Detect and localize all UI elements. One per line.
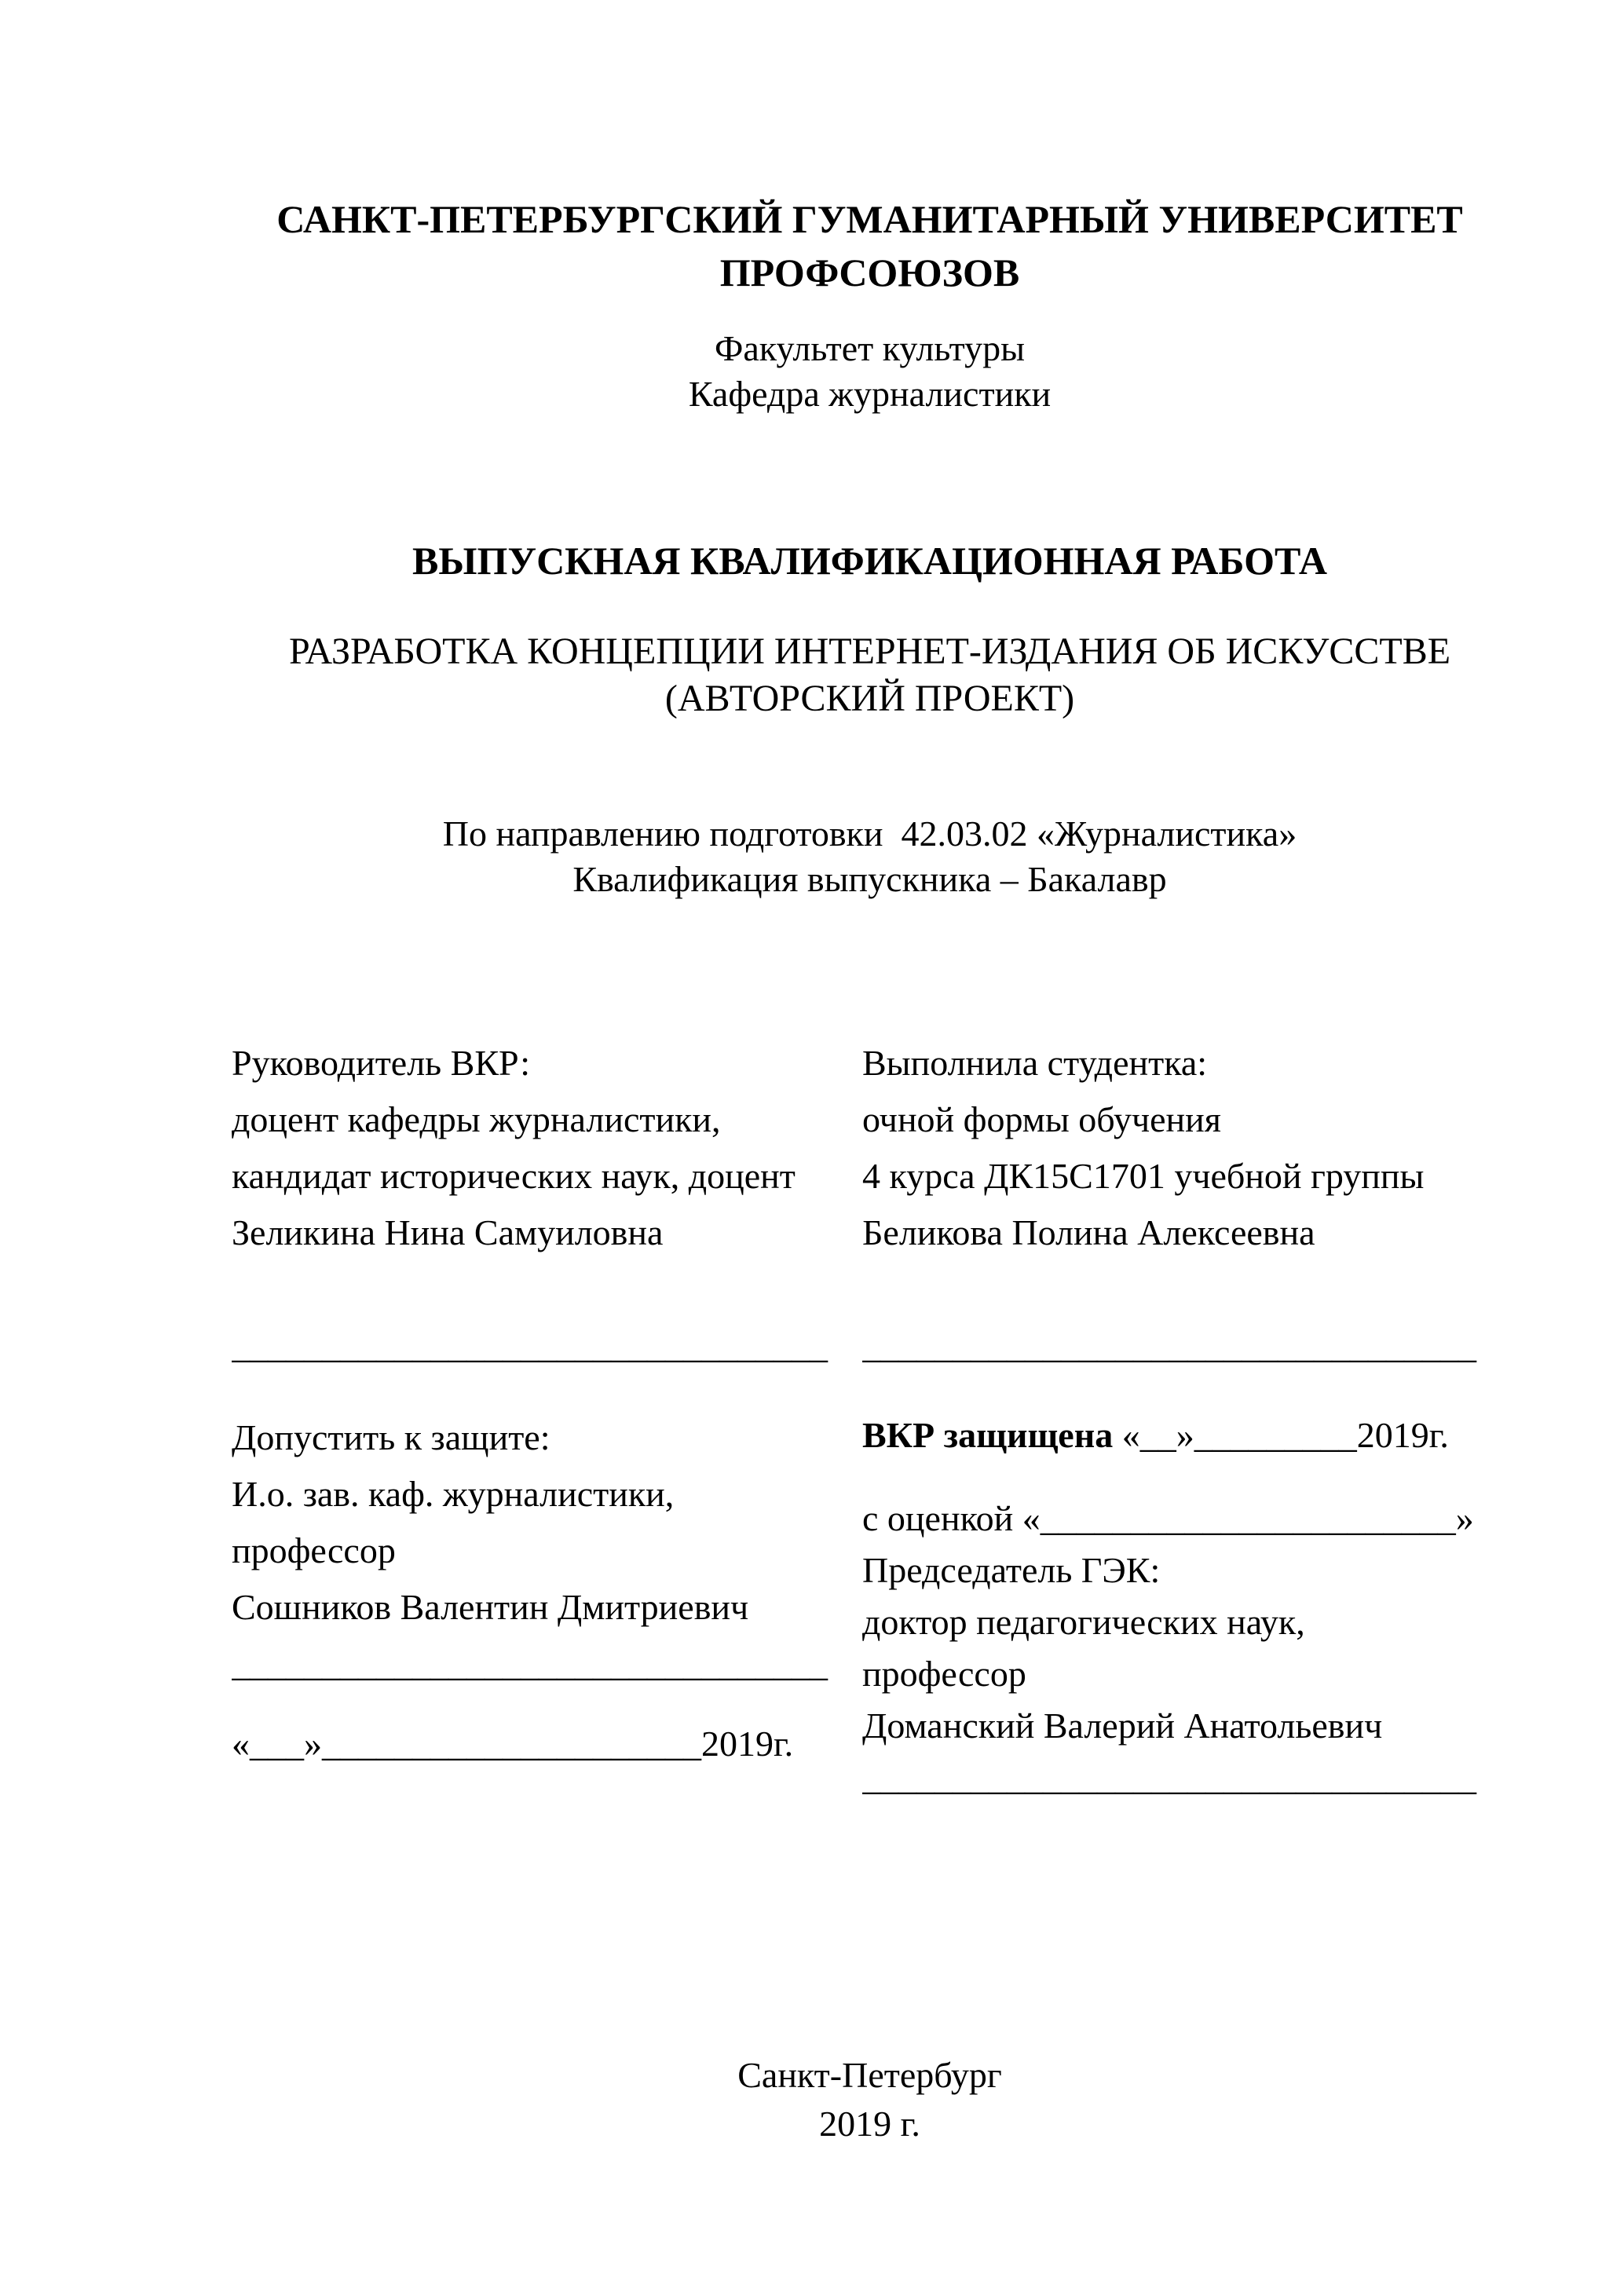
defense-grade-line: с оценкой «_______________________» [862,1498,1474,1538]
chair-signature-line: __________________________________ [862,1757,1476,1797]
blank-gap [232,1692,843,1716]
department-name: Кафедра журналистики [688,374,1052,414]
university-name-line1: САНКТ-ПЕТЕРБУРГСКИЙ ГУМАНИТАРНЫЙ УНИВЕРСИТЕТ [276,197,1463,241]
defense-date-rest: «__»_________2019г. [1113,1415,1449,1455]
student-label: Выполнила студентка: [862,1043,1208,1083]
blank-line [862,1261,1508,1318]
signature-columns [232,1035,1508,1804]
student-group: 4 курса ДК15С1701 учебной группы [862,1156,1425,1196]
right-column [862,1035,1508,1804]
work-type-text: ВЫПУСКНАЯ КВАЛИФИКАЦИОННАЯ РАБОТА [412,539,1327,583]
defense-date-label: ВКР защищена [862,1415,1114,1455]
blank-gap [862,1374,1508,1409]
chair-label: Председатель ГЭК: [862,1550,1161,1590]
advisor-label: Руководитель ВКР: [232,1043,531,1083]
admission-position-line2: профессор [232,1530,396,1570]
admission-position-line1: И.о. зав. каф. журналистики, [232,1474,675,1514]
advisor-position-line1: доцент кафедры журналистики, [232,1099,721,1139]
admission-signature-line: _________________________________ [232,1643,828,1684]
faculty-name: Факультет культуры [715,328,1025,368]
student-signature-line: __________________________________ [862,1325,1476,1366]
advisor-name: Зеликина Нина Самуиловна [232,1212,664,1252]
blank-line [232,1261,843,1318]
defense-date-line [862,1409,1508,1461]
student-study-form: очной формы обучения [862,1099,1221,1139]
program-direction: По направлению подготовки 42.03.02 «Журналистика» [442,813,1297,854]
student-name: Беликова Полина Алексеевна [862,1212,1315,1252]
admission-name: Сошников Валентин Дмитриевич [232,1587,749,1627]
university-name [232,192,1508,299]
chair-title: профессор [862,1654,1026,1694]
program-info [232,811,1508,902]
university-name-line2: ПРОФСОЮЗОВ [719,250,1020,294]
footer-city: Санкт-Петербург [737,2055,1002,2095]
advisor-position-line2: кандидат исторических наук, доцент [232,1156,796,1196]
footer [232,2051,1508,2148]
blank-gap [862,1461,1508,1493]
thesis-title-line1: РАЗРАБОТКА КОНЦЕПЦИИ ИНТЕРНЕТ-ИЗДАНИЯ ОБ ИСКУССТВЕ [288,631,1451,672]
chair-name: Доманский Валерий Анатольевич [862,1706,1383,1746]
chair-degree: доктор педагогических наук, [862,1602,1305,1642]
advisor-signature-line: _________________________________ [232,1325,828,1366]
admission-date-line: «___»_____________________2019г. [232,1724,794,1764]
thesis-title-line2: (АВТОРСКИЙ ПРОЕКТ) [664,678,1075,719]
work-type-heading [232,536,1508,585]
footer-year: 2019 г. [819,2104,920,2144]
admission-label: Допустить к защите: [232,1417,550,1457]
faculty-department [232,326,1508,417]
qualification: Квалификация выпускника – Бакалавр [572,859,1167,899]
blank-gap [232,1374,843,1409]
thesis-title [232,628,1508,722]
left-column [232,1035,843,1804]
